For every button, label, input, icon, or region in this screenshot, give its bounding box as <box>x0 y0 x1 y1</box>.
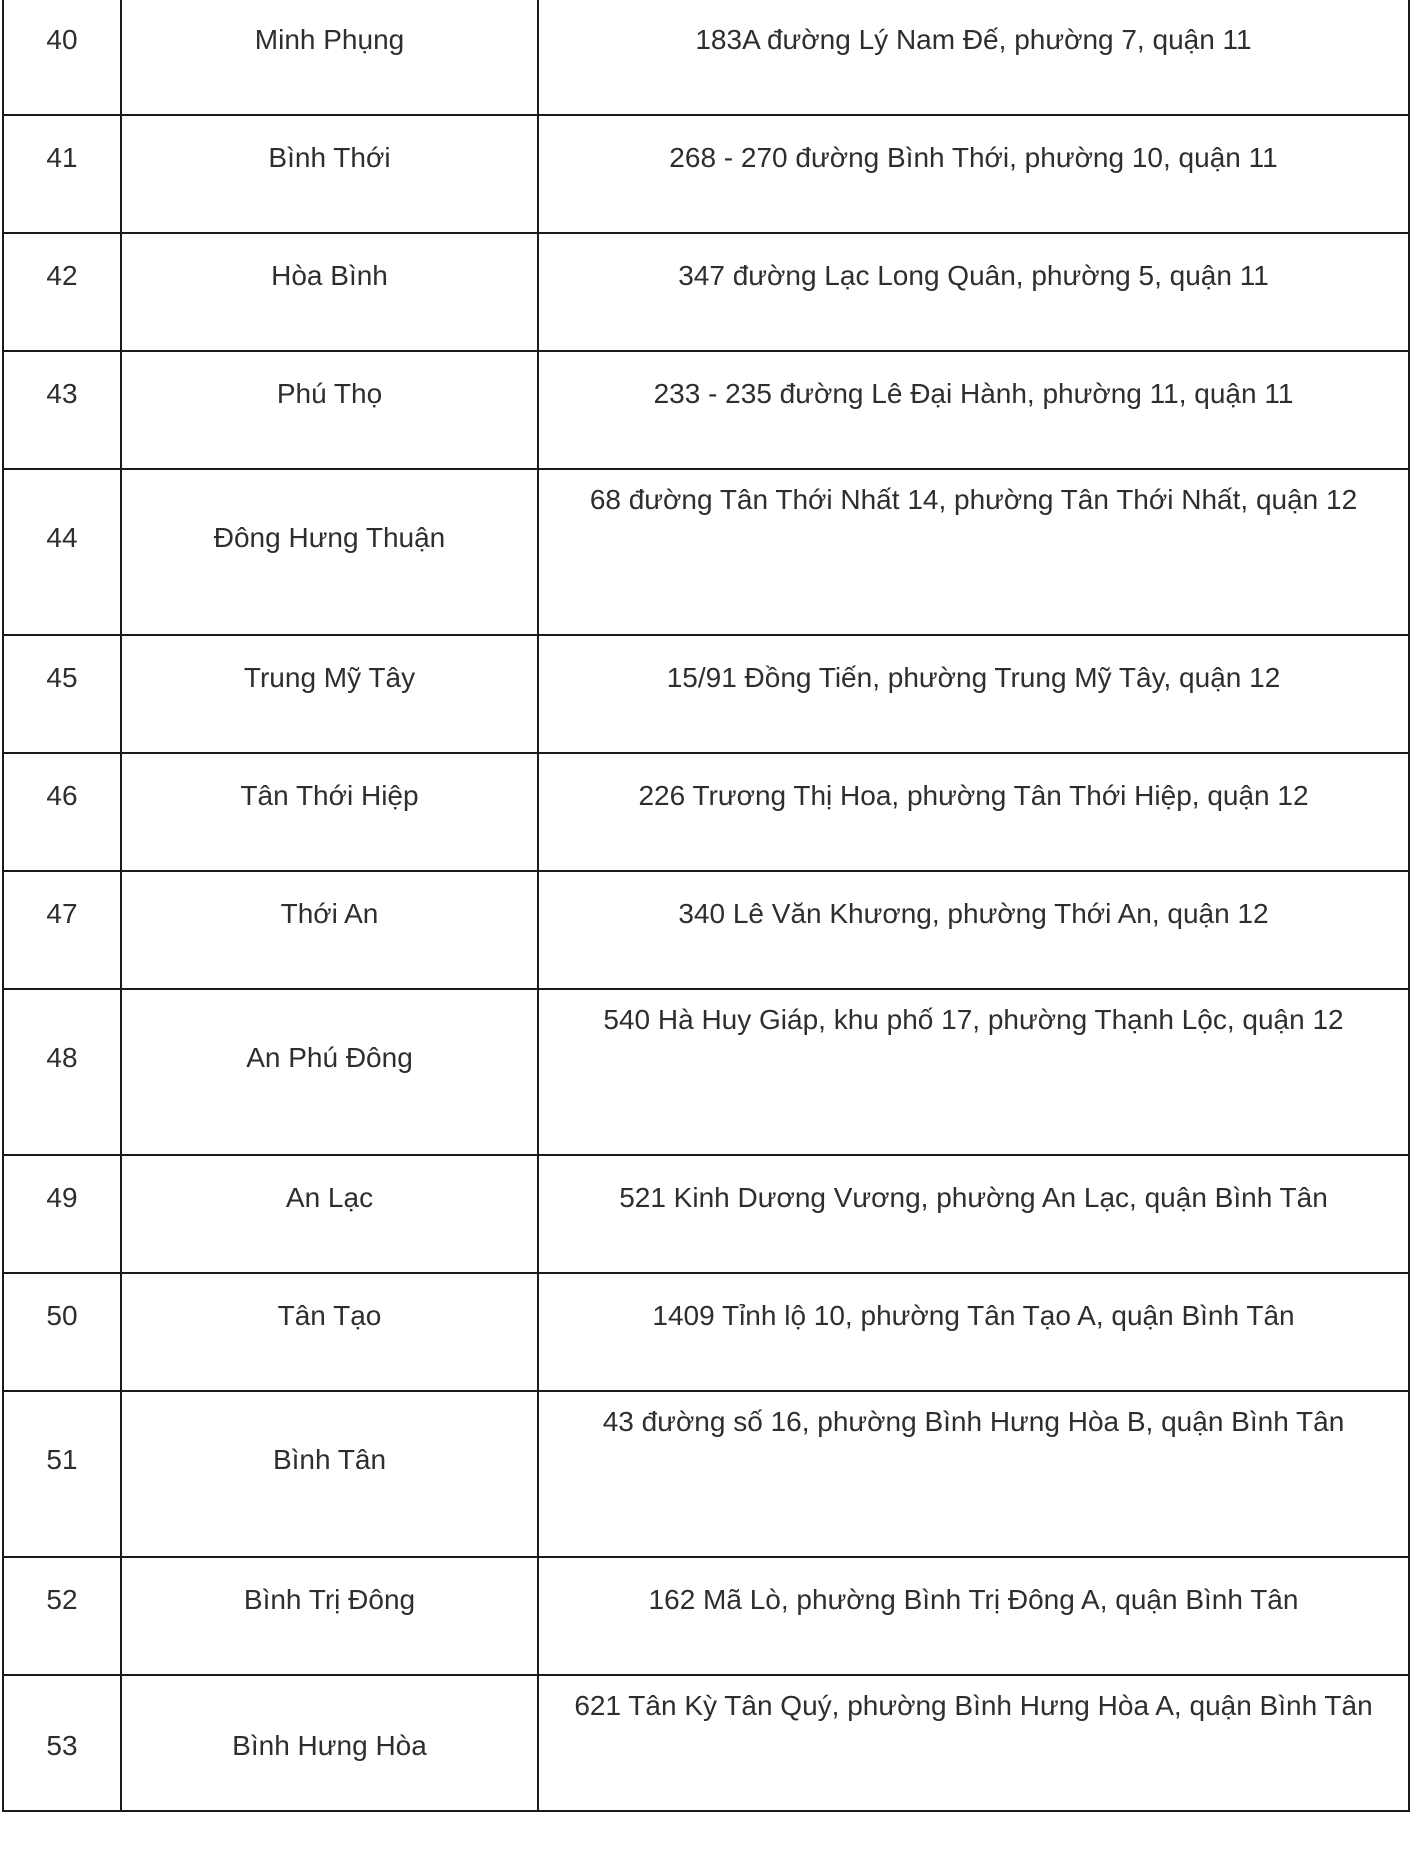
table-row <box>3 1155 1409 1273</box>
name-cell: Tân Thới Hiệp <box>121 753 538 871</box>
name-cell: Bình Trị Đông <box>121 1557 538 1675</box>
table-row <box>3 1273 1409 1391</box>
name-cell: Bình Hưng Hòa <box>121 1675 538 1811</box>
table-row <box>3 635 1409 753</box>
row-number-cell: 48 <box>3 989 121 1155</box>
name-cell: An Phú Đông <box>121 989 538 1155</box>
name-cell: Phú Thọ <box>121 351 538 469</box>
name-cell: Minh Phụng <box>121 0 538 115</box>
row-number-cell: 47 <box>3 871 121 989</box>
table-row <box>3 469 1409 635</box>
address-cell: 340 Lê Văn Khương, phường Thới An, quận 12 <box>538 871 1409 989</box>
address-cell: 15/91 Đồng Tiến, phường Trung Mỹ Tây, quận 12 <box>538 635 1409 753</box>
row-number-cell: 49 <box>3 1155 121 1273</box>
address-table <box>2 0 1410 1812</box>
row-number-cell: 40 <box>3 0 121 115</box>
name-cell: Hòa Bình <box>121 233 538 351</box>
address-cell: 268 - 270 đường Bình Thới, phường 10, quận 11 <box>538 115 1409 233</box>
name-cell: Bình Thới <box>121 115 538 233</box>
row-number-cell: 53 <box>3 1675 121 1811</box>
table-row <box>3 989 1409 1155</box>
row-number-cell: 41 <box>3 115 121 233</box>
name-cell: Trung Mỹ Tây <box>121 635 538 753</box>
row-number-cell: 45 <box>3 635 121 753</box>
table-row <box>3 1557 1409 1675</box>
address-cell: 68 đường Tân Thới Nhất 14, phường Tân Thới Nhất, quận 12 <box>538 469 1409 635</box>
row-number-cell: 43 <box>3 351 121 469</box>
table-row <box>3 753 1409 871</box>
name-cell: Đông Hưng Thuận <box>121 469 538 635</box>
address-cell: 347 đường Lạc Long Quân, phường 5, quận 11 <box>538 233 1409 351</box>
address-cell: 540 Hà Huy Giáp, khu phố 17, phường Thạnh Lộc, quận 12 <box>538 989 1409 1155</box>
name-cell: Tân Tạo <box>121 1273 538 1391</box>
table-row <box>3 351 1409 469</box>
address-cell: 226 Trương Thị Hoa, phường Tân Thới Hiệp, quận 12 <box>538 753 1409 871</box>
address-cell: 621 Tân Kỳ Tân Quý, phường Bình Hưng Hòa A, quận Bình Tân <box>538 1675 1409 1811</box>
address-cell: 233 - 235 đường Lê Đại Hành, phường 11, quận 11 <box>538 351 1409 469</box>
address-cell: 43 đường số 16, phường Bình Hưng Hòa B, quận Bình Tân <box>538 1391 1409 1557</box>
name-cell: Thới An <box>121 871 538 989</box>
row-number-cell: 52 <box>3 1557 121 1675</box>
table-row <box>3 1675 1409 1811</box>
address-cell: 183A đường Lý Nam Đế, phường 7, quận 11 <box>538 0 1409 115</box>
table-row <box>3 1391 1409 1557</box>
row-number-cell: 46 <box>3 753 121 871</box>
table-body <box>3 0 1409 1811</box>
address-cell: 162 Mã Lò, phường Bình Trị Đông A, quận Bình Tân <box>538 1557 1409 1675</box>
row-number-cell: 51 <box>3 1391 121 1557</box>
table-row <box>3 871 1409 989</box>
row-number-cell: 44 <box>3 469 121 635</box>
table-row <box>3 115 1409 233</box>
address-cell: 521 Kinh Dương Vương, phường An Lạc, quận Bình Tân <box>538 1155 1409 1273</box>
name-cell: An Lạc <box>121 1155 538 1273</box>
table-row <box>3 0 1409 115</box>
row-number-cell: 42 <box>3 233 121 351</box>
name-cell: Bình Tân <box>121 1391 538 1557</box>
table-row <box>3 233 1409 351</box>
row-number-cell: 50 <box>3 1273 121 1391</box>
address-cell: 1409 Tỉnh lộ 10, phường Tân Tạo A, quận Bình Tân <box>538 1273 1409 1391</box>
